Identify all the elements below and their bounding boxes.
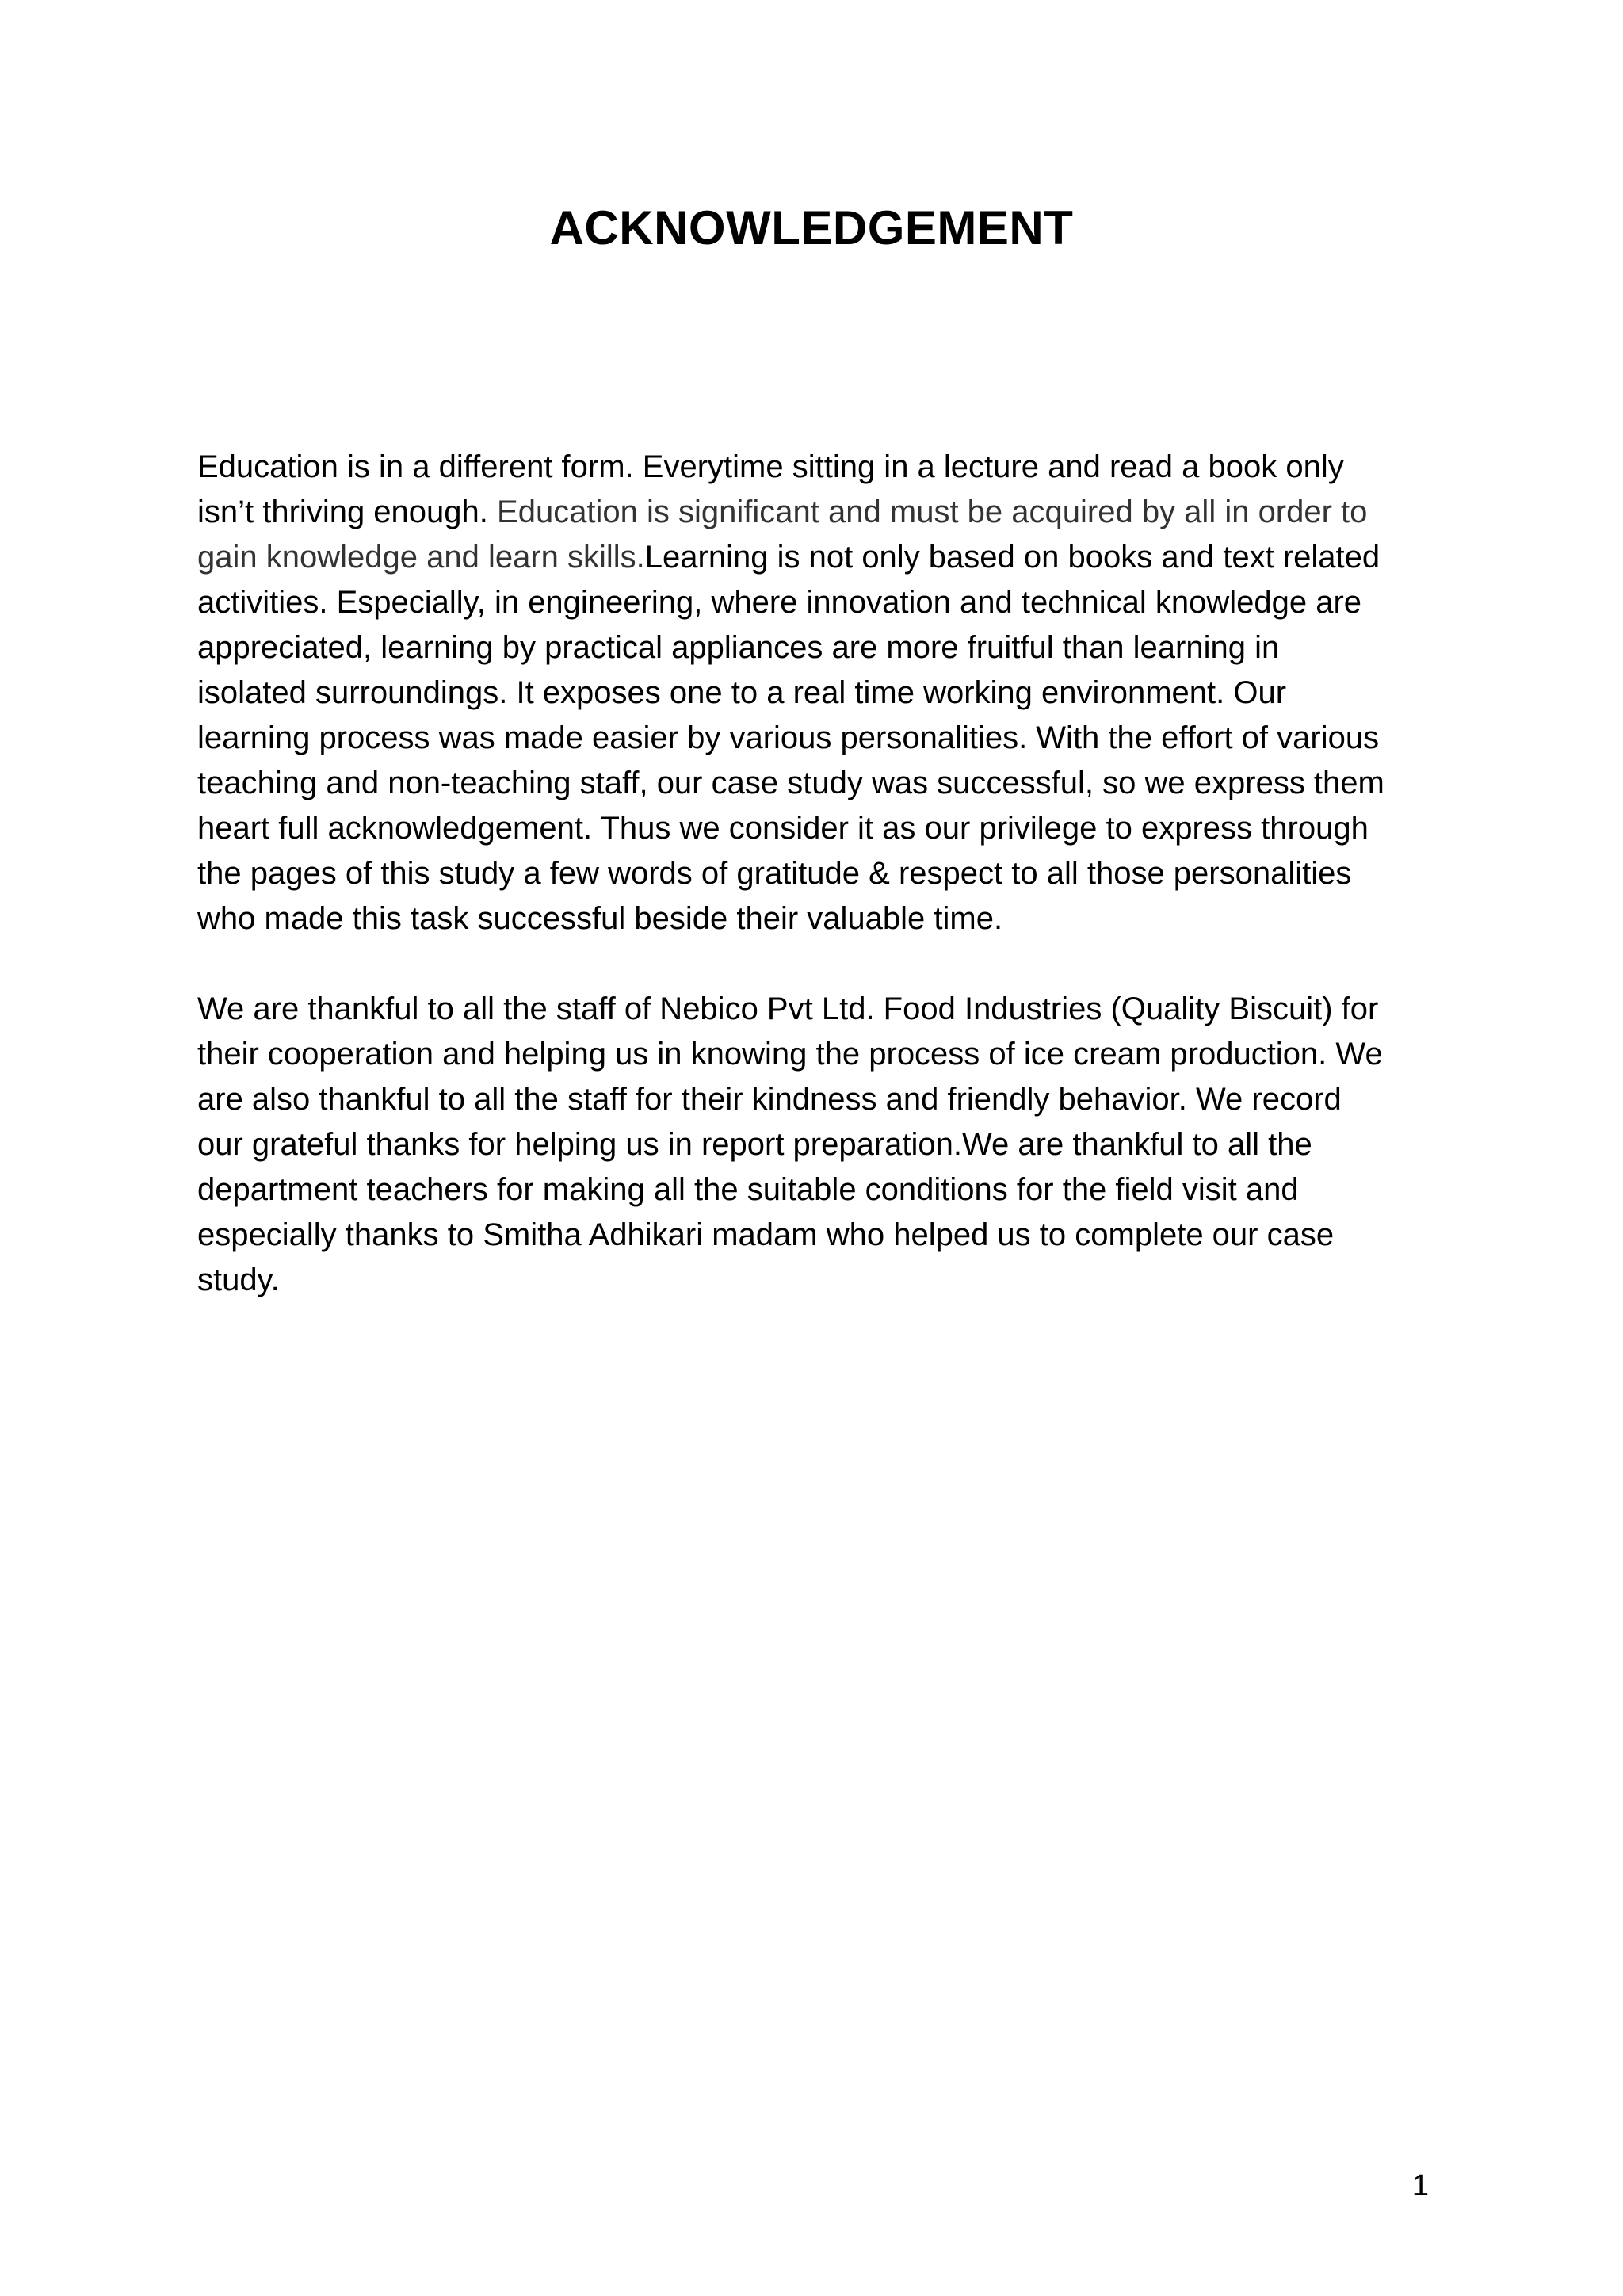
text-run-soft: Education is significant and must be acquired by all in order to bbox=[497, 495, 1368, 529]
paragraph-1-line-8 bbox=[197, 761, 1449, 806]
text-run: our grateful thanks for helping us in report preparation.We are thankful to all the bbox=[197, 1127, 1312, 1162]
text-run: the pages of this study a few words of gratitude & respect to all those personalities bbox=[197, 856, 1352, 891]
paragraph-1-line-3 bbox=[197, 535, 1449, 580]
paragraph-1-line-4 bbox=[197, 580, 1449, 625]
text-run: learning process was made easier by various personalities. With the effort of various bbox=[197, 720, 1380, 755]
paragraph-1 bbox=[197, 445, 1449, 942]
paragraph-1-line-10 bbox=[197, 851, 1449, 896]
paragraph-1-line-9 bbox=[197, 806, 1449, 851]
text-run: isn’t thriving enough. bbox=[197, 495, 498, 529]
paragraph-1-line-5 bbox=[197, 625, 1449, 670]
text-run-soft: gain knowledge and learn skills. bbox=[197, 540, 645, 575]
text-run: Education is in a different form. Everytime sitting in a lecture and read a book only bbox=[197, 449, 1344, 484]
paragraph-1-line-6 bbox=[197, 670, 1449, 716]
paragraph-2 bbox=[197, 987, 1449, 1303]
text-run: appreciated, learning by practical appliances are more fruitful than learning in bbox=[197, 630, 1280, 665]
text-run: activities. Especially, in engineering, where innovation and technical knowledge are bbox=[197, 585, 1362, 620]
paragraph-2-line-2 bbox=[197, 1032, 1449, 1077]
text-run: heart full acknowledgement. Thus we consider it as our privilege to express through bbox=[197, 811, 1369, 846]
paragraph-2-line-6 bbox=[197, 1213, 1449, 1258]
paragraph-2-line-4 bbox=[197, 1122, 1449, 1167]
page-number: 1 bbox=[1411, 2169, 1429, 2202]
text-run: especially thanks to Smitha Adhikari madam who helped us to complete our case bbox=[197, 1217, 1335, 1252]
text-run: study. bbox=[197, 1263, 280, 1297]
text-run: Learning is not only based on books and text related bbox=[644, 540, 1381, 575]
paragraph-1-line-2 bbox=[197, 490, 1449, 535]
paragraph-1-line-1 bbox=[197, 445, 1449, 490]
paragraph-2-line-7 bbox=[197, 1258, 1449, 1303]
paragraph-2-line-1 bbox=[197, 987, 1449, 1032]
text-run: We are thankful to all the staff of Nebico Pvt Ltd. Food Industries (Quality Biscuit) for bbox=[197, 991, 1379, 1026]
text-run: who made this task successful beside their valuable time. bbox=[197, 901, 1003, 936]
text-run: isolated surroundings. It exposes one to a real time working environment. Our bbox=[197, 675, 1287, 710]
text-run: teaching and non-teaching staff, our case study was successful, so we express them bbox=[197, 766, 1384, 800]
paragraph-1-line-11 bbox=[197, 896, 1449, 942]
paragraph-2-line-3 bbox=[197, 1077, 1449, 1122]
text-run: are also thankful to all the staff for their kindness and friendly behavior. We record bbox=[197, 1082, 1342, 1117]
text-run: department teachers for making all the suitable conditions for the field visit and bbox=[197, 1172, 1299, 1207]
paragraph-1-line-7 bbox=[197, 716, 1449, 761]
page-title: ACKNOWLEDGEMENT bbox=[549, 201, 1074, 254]
text-run: their cooperation and helping us in knowing the process of ice cream production. We bbox=[197, 1037, 1383, 1072]
paragraph-2-line-5 bbox=[197, 1167, 1449, 1213]
